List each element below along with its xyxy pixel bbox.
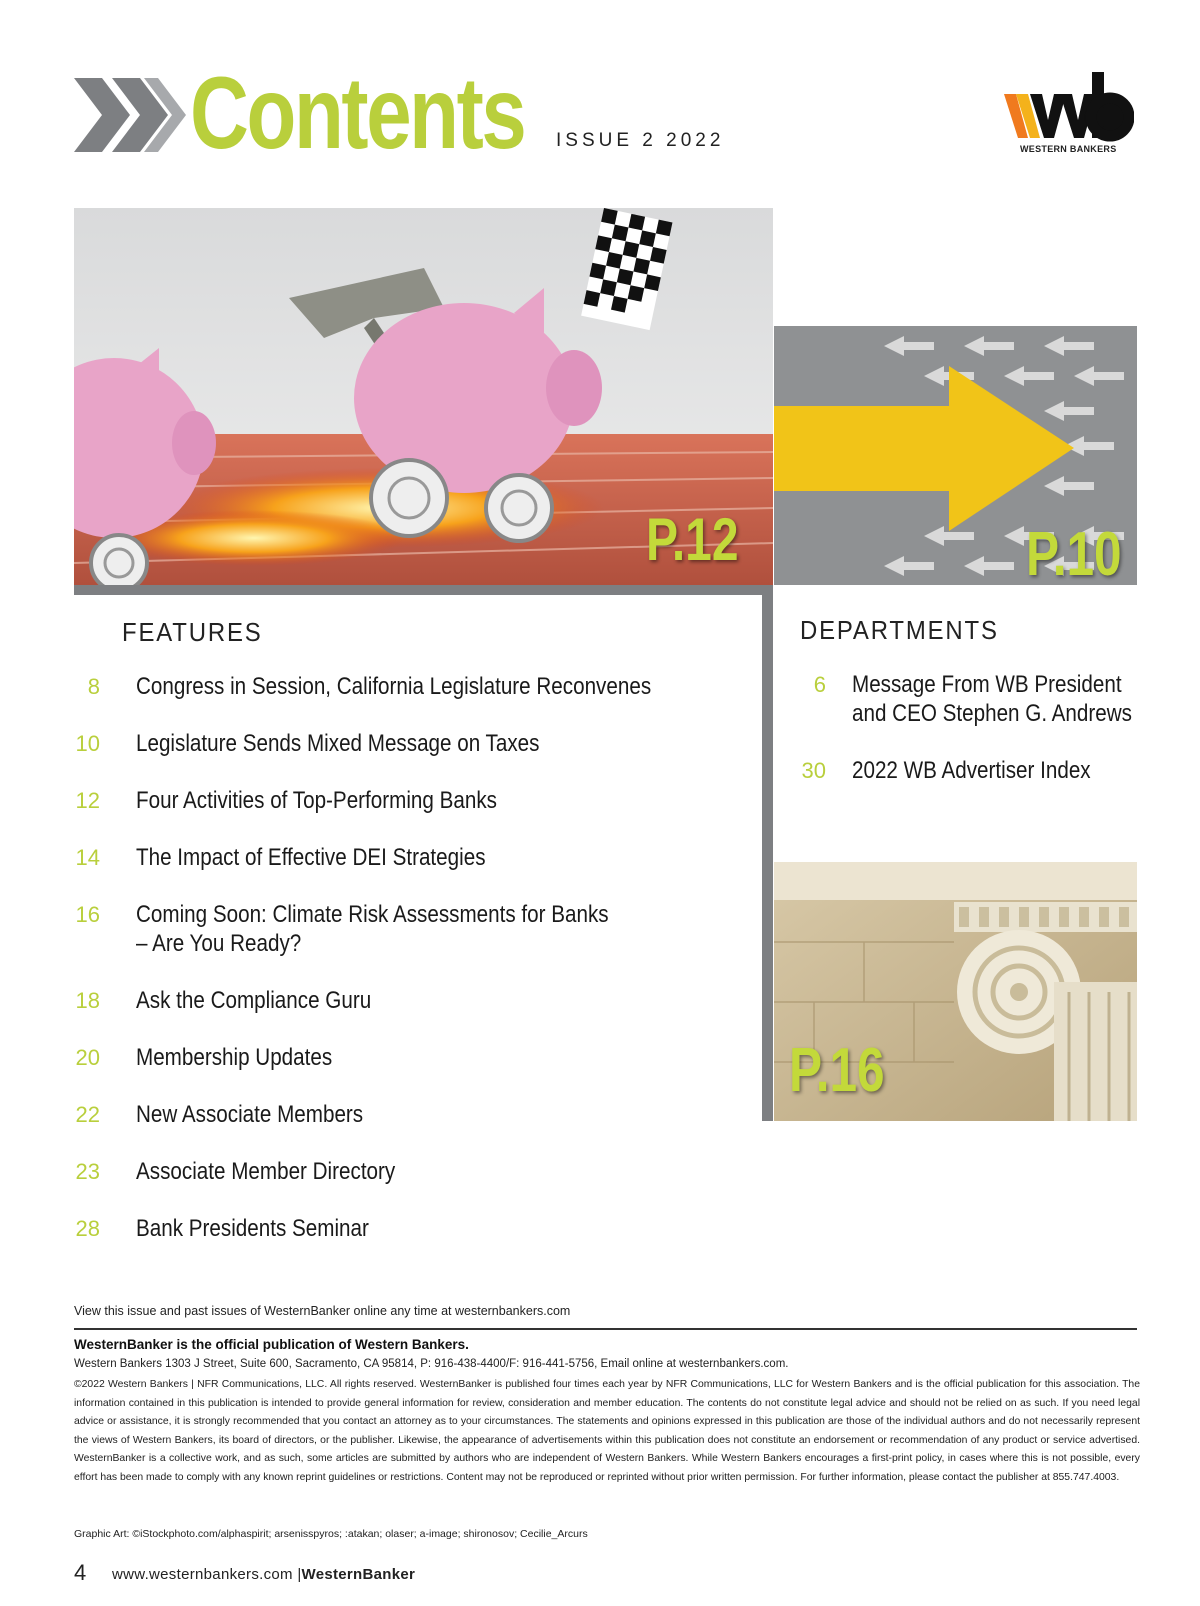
feature-title: Four Activities of Top-Performing Banks: [136, 787, 497, 814]
feature-title: Associate Member Directory: [136, 1158, 396, 1185]
feature-page-number: 12: [75, 788, 100, 813]
feature-page-number: 16: [75, 902, 100, 927]
feature-title: Legislature Sends Mixed Message on Taxes: [136, 730, 540, 757]
department-page-number: 6: [813, 672, 826, 697]
feature-page-number: 23: [75, 1159, 100, 1184]
feature-image-piggy-race[interactable]: [74, 208, 773, 585]
feature-page-number: 18: [75, 988, 100, 1013]
footer-rule: [74, 1328, 1137, 1330]
feature-title: Bank Presidents Seminar: [136, 1215, 369, 1242]
department-page-number: 30: [801, 758, 826, 783]
online-issues-note: View this issue and past issues of WesternBanker online any time at westernbankers.com: [74, 1304, 571, 1318]
feature-title: Coming Soon: Climate Risk Assessments for Banks: [136, 901, 609, 928]
department-title: 2022 WB Advertiser Index: [852, 757, 1091, 784]
feature-page-number: 8: [87, 674, 100, 699]
feature-title: Ask the Compliance Guru: [136, 987, 372, 1014]
feature-page-number: 28: [75, 1216, 100, 1241]
issue-label: ISSUE 2 2022: [556, 130, 725, 151]
feature-title: Congress in Session, California Legislature Reconvenes: [136, 673, 652, 700]
feature-title-line2: – Are You Ready?: [136, 930, 302, 957]
department-title-line2: and CEO Stephen G. Andrews: [852, 700, 1132, 727]
page-title: Contents: [190, 56, 525, 170]
site-brand: WesternBanker: [301, 1566, 416, 1583]
feature-page-number: 20: [75, 1045, 100, 1070]
graphic-credits: Graphic Art: ©iStockphoto.com/alphaspirit; arsenisspyros; :atakan; olaser; a-image; shironosov; Cecilie_Arcurs: [74, 1528, 588, 1540]
department-image-arrow[interactable]: [774, 326, 1137, 585]
department-title: Message From WB President: [852, 671, 1122, 698]
footer-site: [112, 1566, 415, 1583]
features-heading: FEATURES: [122, 617, 263, 647]
frame-divider-vertical: [762, 585, 773, 1121]
feature-page-number: 14: [75, 845, 100, 870]
feature-title: New Associate Members: [136, 1101, 364, 1128]
logo-wordmark: WESTERN BANKERS: [1020, 144, 1117, 154]
departments-heading: DEPARTMENTS: [800, 615, 999, 645]
page-label-12: P.12: [646, 506, 739, 573]
official-publication-note: WesternBanker is the official publication of Western Bankers.: [74, 1337, 469, 1352]
feature-title: The Impact of Effective DEI Strategies: [136, 844, 486, 871]
feature-title: Membership Updates: [136, 1044, 333, 1071]
page-label-10: P.10: [1026, 520, 1122, 585]
publisher-address: Western Bankers 1303 J Street, Suite 600, Sacramento, CA 95814, P: 916-438-4400/F: 916-441-5756, Email online at westernbankers.com.: [74, 1358, 789, 1370]
chevrons-icon: [74, 78, 186, 152]
page-label-16: P.16: [789, 1036, 885, 1105]
site-separator: |: [297, 1566, 302, 1583]
site-url-link[interactable]: www.westernbankers.com: [112, 1566, 293, 1583]
legal-disclaimer: ©2022 Western Bankers | NFR Communications, LLC. All rights reserved. WesternBanker is published four times each year by NFR Communications, LLC for Western Bankers and is the official publication for this association. The information contained in this publication is intended to provide general information for review, consideration and member education. The contents do not constitute legal advice and should not be relied on as such. If you need legal advice or assistance, it is strongly recommended that you contact an attorney as to your circumstances. The statements and opinions expressed in this publication are those of the individual authors and do not necessarily represent the views of Western Bankers, its board of directors, or the publisher. Likewise, the appearance of advertisements within this publication does not constitute an endorsement or recommendation of any product or service advertised. WesternBanker is a collective work, and as such, some articles are submitted by authors who are independent of Western Bankers. While Western Bankers encourages a first-print policy, in cases where this is not possible, every effort has been made to comply with any known reprint guidelines or restrictions. Content may not be reproduced or reprinted without prior written permission. For further information, please contact the publisher at 855.747.4003.: [74, 1379, 1140, 1483]
page-number: 4: [74, 1560, 87, 1585]
frame-divider-horizontal: [74, 585, 773, 595]
feature-page-number: 22: [75, 1102, 100, 1127]
feature-image-column[interactable]: [774, 862, 1137, 1121]
feature-page-number: 10: [75, 731, 100, 756]
